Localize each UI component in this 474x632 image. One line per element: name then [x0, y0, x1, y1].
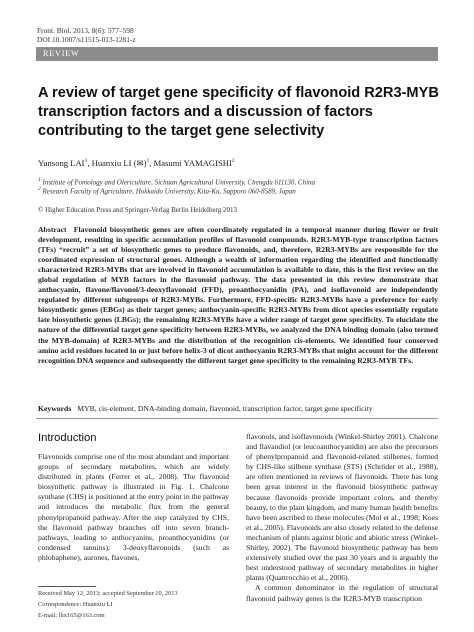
author-affiliation-marker: 1 — [146, 158, 150, 165]
author-separator: , — [149, 158, 154, 168]
affiliation-text: Research Faculty of Agriculture, Hokkaido University, Kita-Ku, Sapporo 060-8589, Japan — [42, 187, 296, 196]
footnote-email: E-mail: lhx165@163.com — [38, 612, 105, 619]
affiliation-marker: 2 — [38, 186, 41, 192]
journal-info — [37, 26, 136, 44]
author-list — [38, 158, 235, 169]
affiliation — [38, 185, 296, 196]
introduction-heading: Introduction — [38, 432, 97, 444]
abstract — [38, 225, 438, 366]
affiliation-marker: 1 — [38, 177, 41, 183]
abstract-text: Flavonoid biosynthetic genes are often coordinately regulated in a temporal manner during flower or fruit development, resulting in specific accumulation profiles of flavonoid compounds. R2R3-MYB-type transcription factors (TFs) “recruit” a set of biosynthetic genes to produce flavonoids, and, therefore, R2R3-MYBs are responsible for the coordinated expression of structural genes. Although a wealth of information regarding the identified and functionally characterized R2R3-MYBs that are involved in flavonoid accumulation is available to date, this is the first review on the global regulation of MYB factors in the flavonoid pathway. The data presented in this review demonstrate that anthocyanin, flavone/flavonol/3-deoxyflavonoid (FFD), proanthocyanidin (PA), and isoflavonoid are independently regulated by different subgroups of R2R3-MYBs. Furthermore, FFD-specific R2R3-MYBs have a preference for early biosynthetic genes (EBGs) as their target genes; anthocyanin-specific R2R3-MYBs from dicot species essentially regulate late biosynthetic genes (LBGs); the remaining R2R3-MYBs have a wider range of target gene specificity. To elucidate the nature of the differential target gene specificity between R2R3-MYBs, we analyzed the DNA binding domain (also termed the MYB-domain) of R2R3-MYBs and the distribution of the recognition cis-elements. We identified four conserved amino acid residues located in or just before helix-3 of dicot anthocyanin R2R3-MYBs that might account for the different recognition DNA sequence and subsequently the different target gene specificity to the remaining R2R3-MYB TFs. — [38, 225, 439, 365]
footnote-received: Received May 12, 2013; accepted September 10, 2013 — [38, 590, 178, 597]
author-affiliation-marker: 1 — [84, 158, 88, 165]
keywords — [38, 404, 438, 413]
body-paragraph: A common denominator in the regulation of structural flavonoid pathway genes is the R2R3-MYB transcription — [246, 583, 438, 603]
keywords-text: MYB, cis-element, DNA-binding domain, flavonoid, transcription factor, target gene specificity — [77, 404, 373, 413]
journal-doi: DOI 10.1007/s11515-013-1281-z — [37, 35, 136, 44]
section-banner — [36, 47, 438, 61]
copyright-notice: © Higher Education Press and Springer-Verlag Berlin Heidelberg 2013 — [38, 206, 238, 214]
author-name: Masumi YAMAGISHI — [153, 158, 232, 168]
author-separator: , — [87, 158, 92, 168]
article-title: A review of target gene specificity of flavonoid R2R3-MYB transcription factors and a discussion of factors contributing to the target gene selectivity — [38, 85, 439, 139]
affiliation-text: Institute of Pomology and Olericulture, Sichuan Agricultural University, Chengdu 611130, China — [42, 178, 316, 187]
author-name: Yunsong LAI — [38, 158, 85, 168]
section-divider — [36, 418, 438, 419]
abstract-label: Abstract — [38, 225, 67, 234]
body-paragraph: flavonols, and isoflavonoids (Winkel-Shirley 2001). Chalcone and flavandiol (or leucoanthocyanidin) are also the precursors of phenylpropanoid and flavonoid-related stilbenes, formed by CHS-like stilbene synthase (STS) (Schröder et al., 1988), are often mentioned in reviews of flavonoids. There has long been great interest in the flavonoid biosynthetic pathway because flavonoids provide important colors, and thereby beauty, to the plant kingdom, and many human health benefits have been ascribed to these molecules (Mol et al., 1998; Koes et al., 2005). Flavonoids are also closely related to the defense mechanism of plants against biotic and abiotic stress (Winkel-Shirley, 2002). The flavonoid biosynthetic pathway has been extensively studied over the past 30 years and is arguably the best understood pathway of secondary metabolites in higher plants (Quattrocchio et al., 2006). — [246, 432, 438, 583]
right-column — [246, 432, 438, 604]
journal-citation: Front. Biol. 2013, 8(6): 577–598 — [37, 26, 134, 35]
author-affiliation-marker: 2 — [231, 158, 235, 165]
author-name: Huanxiu LI (✉) — [91, 158, 147, 168]
footnote-correspondence: Correspondence: Huanxiu LI — [38, 601, 113, 608]
body-paragraph: Flavonoids comprise one of the most abundant and important groups of secondary metabolites, which are widely distributed in plants (Ferrer et al., 2008). The flavonoid biosynthetic pathway is illustrated in Fig. 1. Chalcone synthase (CHS) is positioned at the entry point in the pathway and introduces the metabolic flux from the general phenylpropanoid pathway. After the step catalyzed by CHS, the flavonoid pathway branches off into seven branch-pathways, leading to anthocyanins, proanthocyanidins (or condensed tannins), 3-deoxyflavonoids (such as phlobaphene), aurones, flavones, — [38, 452, 229, 562]
left-column — [38, 452, 229, 563]
section-label: REVIEW — [43, 48, 80, 58]
footnote-divider — [38, 586, 96, 587]
keywords-label: Keywords — [38, 404, 72, 413]
